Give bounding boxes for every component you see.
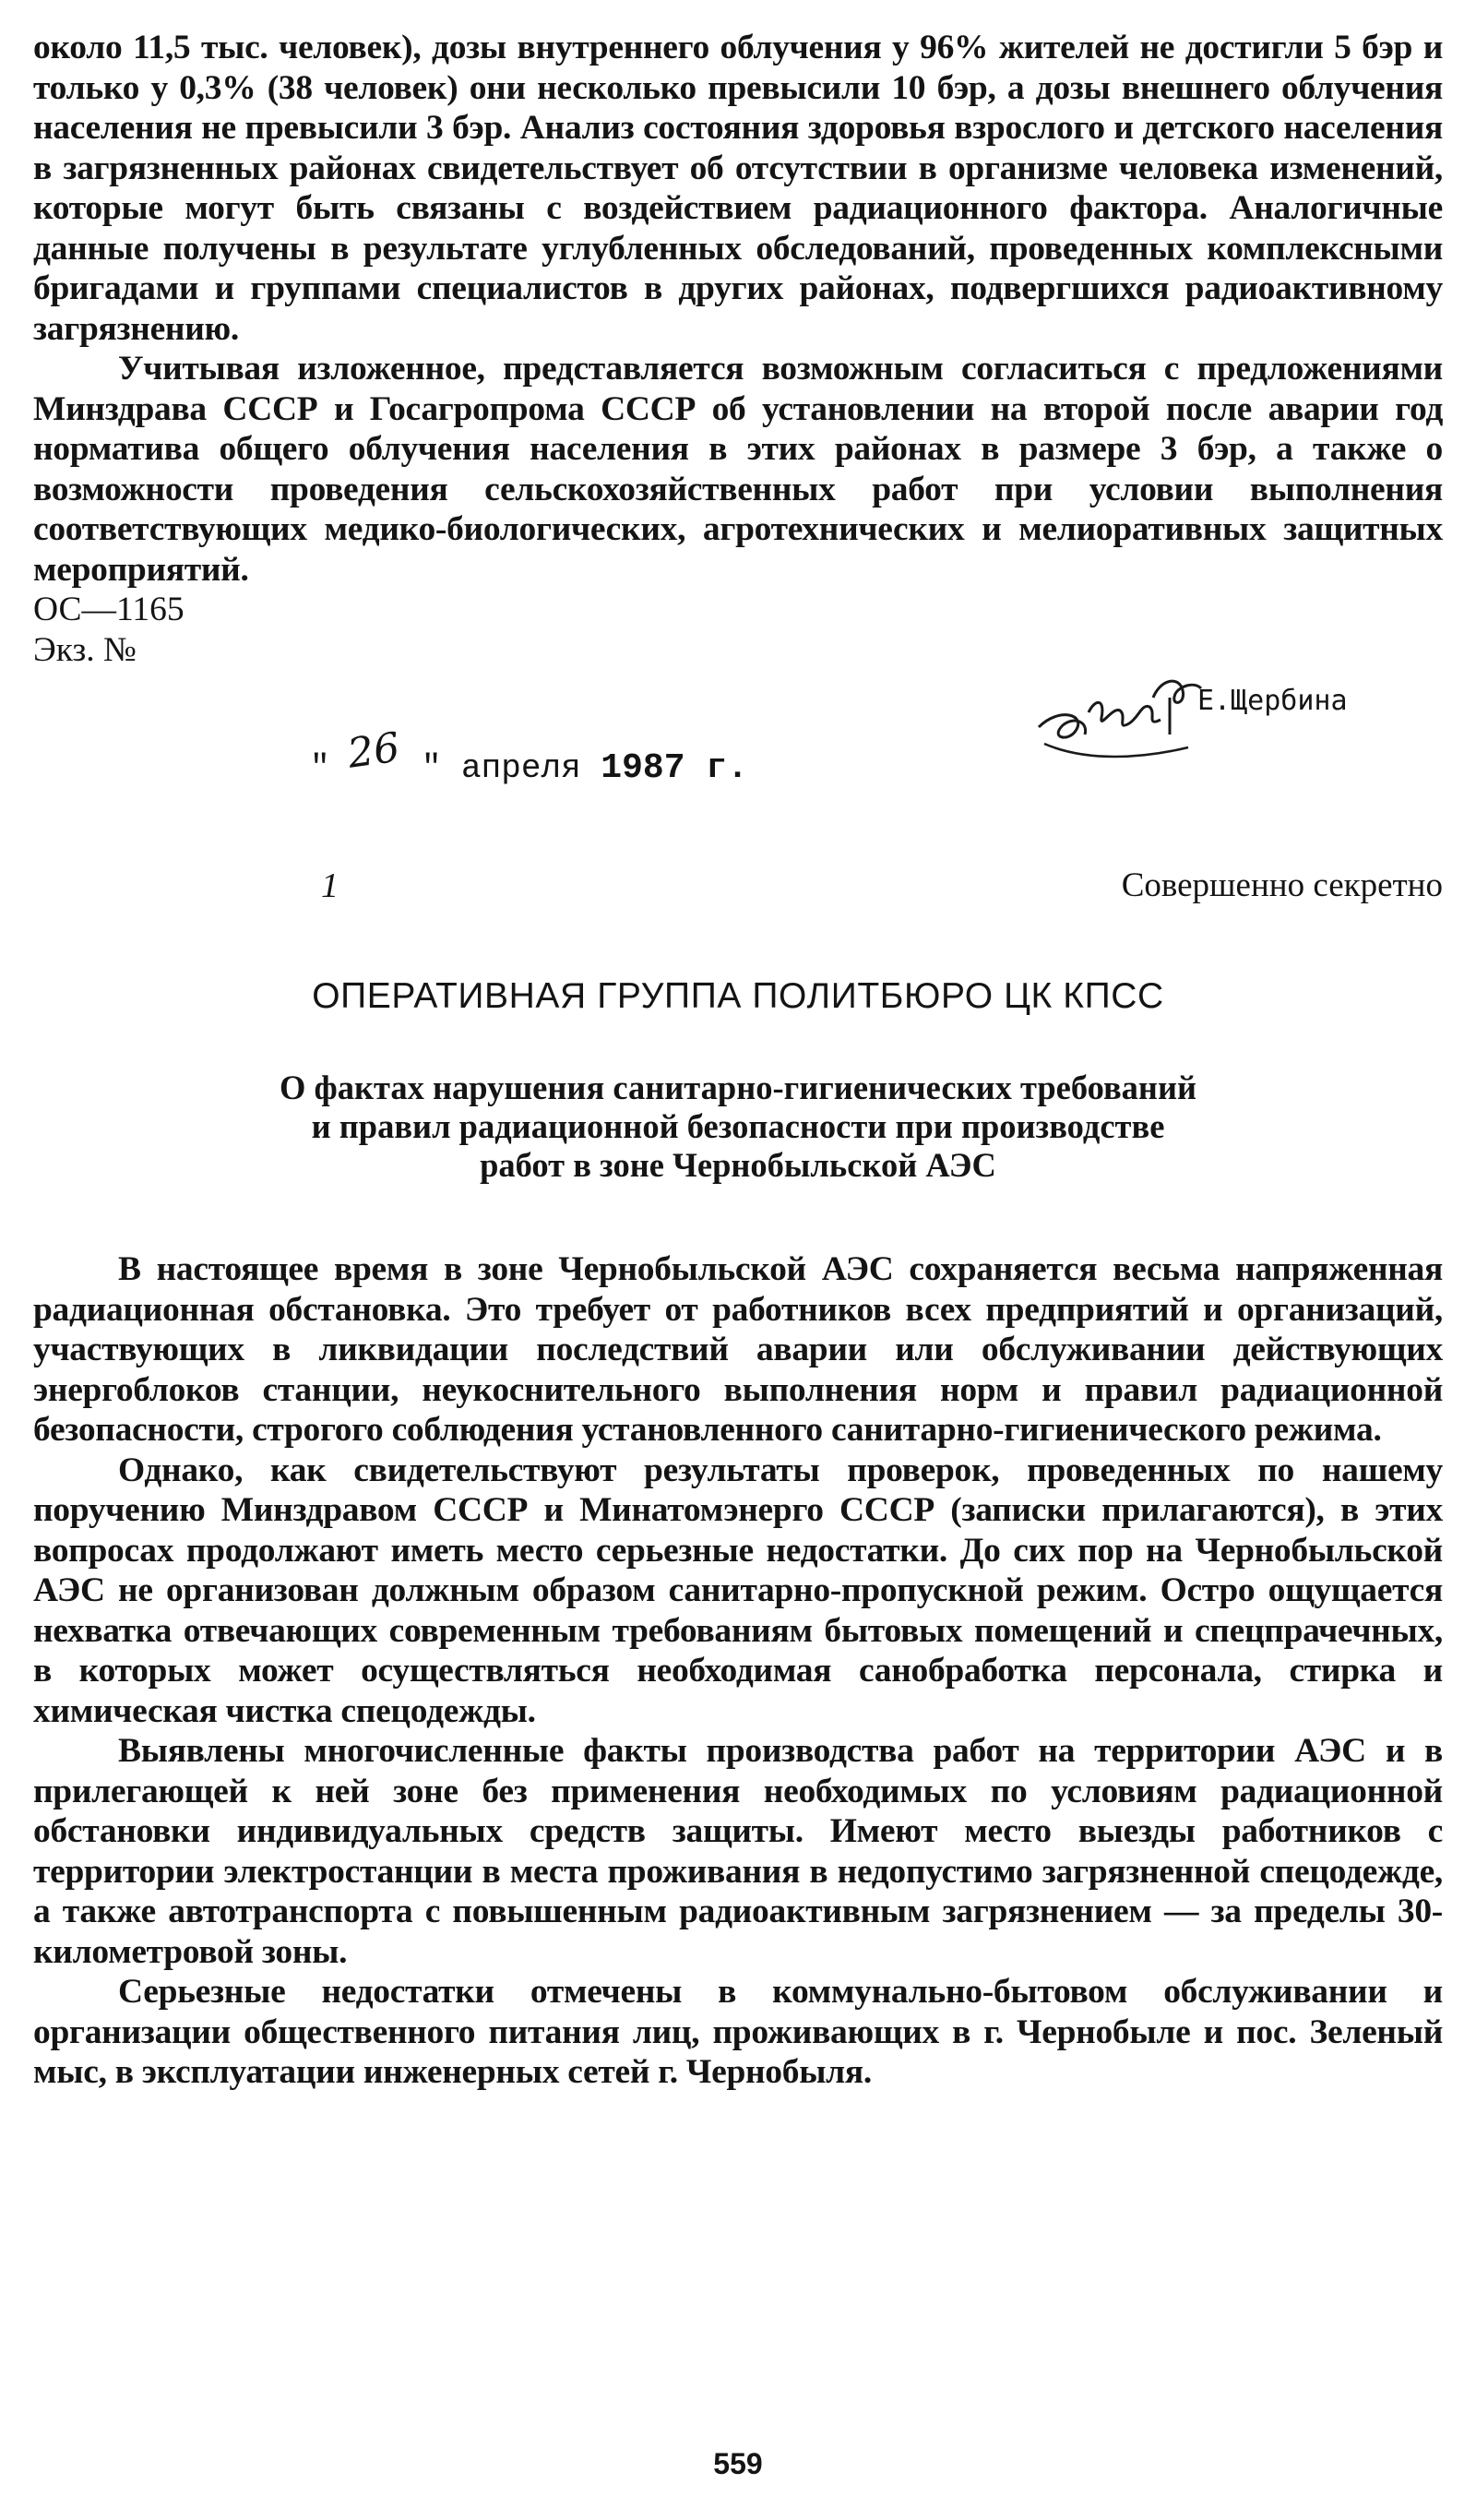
signature-block: [33, 670, 1443, 827]
paragraph-situation: В настоящее время в зоне Чернобыльской АЭС сохраняется весьма напряженная радиационная обстановка. Это требует от работников всех предприятий и организаций, участвующих в ликвидации последствий аварии или обслуживании действующих энергоблоков станции, неукоснительного выполнения норм и правил радиационной безопасности, строгого соблюдения установленного санитарно-гигиенического режима.: [33, 1250, 1443, 1449]
title-line: работ в зоне Чернобыльской АЭС: [480, 1146, 996, 1184]
document-page: [33, 28, 1443, 2093]
document-code: ОС—1165: [33, 591, 184, 628]
paragraph-services: Серьезные недостатки отмечены в коммунально-бытовом обслуживании и организации общественного питания лиц, проживающих в г. Чернобыле и пос. Зеленый мыс, в эксплуатации инженерных сетей г. Чернобыля.: [33, 1973, 1443, 2091]
paragraph-continuation: около 11,5 тыс. человек), дозы внутреннего облучения у 96% жителей не достигли 5 бэр и только у 0,3% (38 человек) они несколько превысили 10 бэр, а дозы внешнего облучения населения не превысили 3 бэр. Анализ состояния здоровья взрослого и детского населения в загрязненных районах свидетельствует об отсутствии в организме человека изменений, которые могут быть связаны с воздействием радиационного фактора. Аналогичные данные получены в результате углубленных обследований, проведенных комплексными бригадами и группами специалистов в других районах, подвергшихся радиоактивному загрязнению.: [33, 29, 1443, 348]
date-close-quote: ": [421, 749, 442, 787]
date-month: апреля: [461, 749, 581, 787]
handwritten-signature-icon: [1031, 670, 1216, 771]
title-line: и правил радиационной безопасности при производстве: [311, 1107, 1165, 1145]
page-number: 559: [713, 2447, 763, 2480]
document-title: [33, 1069, 1443, 1185]
organization-title: ОПЕРАТИВНАЯ ГРУППА ПОЛИТБЮРО ЦК КПСС: [312, 976, 1164, 1016]
signing-date: [310, 723, 748, 788]
date-day-handwritten: 26: [344, 723, 403, 778]
paragraph-violations: Выявлены многочисленные факты производства работ на территории АЭС и в прилегающей к ней зоне без применения необходимых по условиям радиационной обстановки индивидуальных средств защиты. Имеют место выезды работников с территории электростанции в места проживания в недопустимо загрязненной спецодежде, а также автотранспорта с повышенным радиоактивным загрязнением — за пределы 30-километровой зоны.: [33, 1732, 1443, 1971]
paragraph-inspection: Однако, как свидетельствуют результаты проверок, проведенных по нашему поручению Минздравом СССР и Минатомэнерго СССР (записки прилагаются), в этих вопросах продолжают иметь место серьезные недостатки. До сих пор на Чернобыльской АЭС не организован должным образом санитарно-пропускной режим. Остро ощущается нехватка отвечающих современным требованиям бытовых помещений и спецпрачечных, в которых может осуществляться необходимая санобработка персонала, стирка и химическая чистка спецодежды.: [33, 1451, 1443, 1730]
date-year: 1987 г.: [601, 748, 748, 788]
document-header: [33, 866, 1443, 917]
document-number: 1: [321, 866, 339, 905]
title-line: О фактах нарушения санитарно-гигиенических требований: [279, 1069, 1197, 1106]
date-open-quote: ": [310, 749, 330, 787]
paragraph-conclusion: Учитывая изложенное, представляется возможным согласиться с предложениями Минздрава СССР и Госагропрома СССР об установлении на второй после аварии год норматива общего облучения населения в этих районах в размере 3 бэр, а также о возможности проведения сельскохозяйственных работ при условии выполнения соответствующих медико-биологических, агротехнических и мелиоративных защитных мероприятий.: [33, 350, 1443, 589]
copy-number-label: Экз. №: [33, 630, 137, 669]
classification-label: Совершенно секретно: [1121, 866, 1443, 904]
signer-name: Е.Щербина: [1197, 685, 1348, 717]
